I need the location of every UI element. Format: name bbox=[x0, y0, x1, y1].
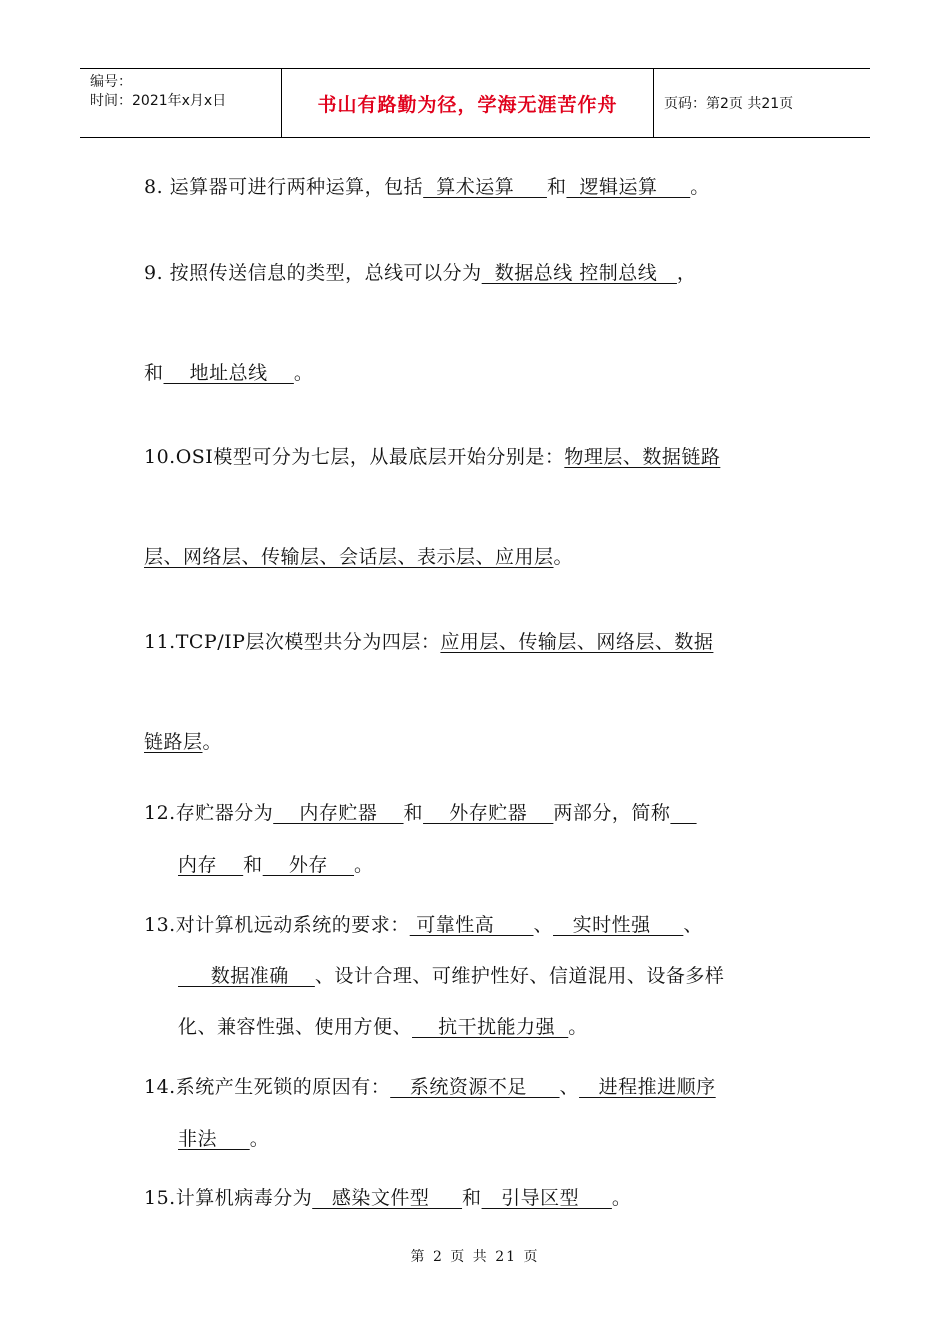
question-line bbox=[144, 1183, 631, 1210]
answer-blank: 地址总线 bbox=[163, 362, 294, 384]
question-text: 和 bbox=[144, 362, 164, 384]
answer-blank: 非法 bbox=[178, 1128, 250, 1150]
question-text: 、设计合理、可维护性好、信道混用、设备多样 bbox=[314, 965, 725, 987]
answer-blank: 外存贮器 bbox=[423, 802, 554, 824]
header-page-info: 页码：第2页 共21页 bbox=[664, 96, 794, 112]
answer-blank: 层、网络层、传输层、会话层、表示层、应用层 bbox=[144, 546, 554, 568]
answer-blank: 应用层、传输层、网络层、数据 bbox=[440, 631, 714, 653]
answer-blank: 物理层、数据链路 bbox=[564, 446, 721, 468]
answer-blank: 逻辑运算 bbox=[566, 176, 691, 198]
question-text: 。 bbox=[690, 176, 710, 198]
question-text: 两部分，简称 bbox=[553, 802, 671, 824]
question-text: 11.TCP/IP层次模型共分为四层： bbox=[144, 631, 441, 653]
question-line bbox=[144, 172, 710, 199]
question-line bbox=[178, 1012, 588, 1039]
answer-blank: 进程推进顺序 bbox=[579, 1076, 716, 1098]
question-text: 。 bbox=[553, 546, 574, 568]
question-text: 。 bbox=[354, 854, 374, 876]
time-label: 时间：2021年x月x日 bbox=[90, 93, 227, 109]
header-motto: 书山有路勤为径，学海无涯苦作舟 bbox=[282, 69, 654, 137]
question-text: 9. 按照传送信息的类型，总线可以分为 bbox=[144, 262, 482, 284]
answer-blank: 引导区型 bbox=[481, 1187, 612, 1209]
question-text: 。 bbox=[249, 1128, 270, 1150]
answer-blank: 数据总线 控制总线 bbox=[481, 262, 677, 284]
question-line bbox=[144, 258, 696, 285]
answer-blank: 内存贮器 bbox=[273, 802, 404, 824]
question-text: 15.计算机病毒分为 bbox=[144, 1187, 313, 1209]
question-text: 和 bbox=[403, 802, 424, 824]
question-line bbox=[144, 542, 573, 569]
page-header bbox=[80, 68, 870, 138]
question-line bbox=[178, 850, 374, 877]
question-text: 和 bbox=[243, 854, 263, 876]
answer-blank: 数据准确 bbox=[178, 965, 315, 987]
question-line bbox=[144, 910, 703, 937]
question-text: 8. 运算器可进行两种运算，包括 bbox=[144, 176, 424, 198]
number-label: 编号： bbox=[90, 74, 132, 90]
question-text: 10.OSI模型可分为七层，从最底层开始分别是： bbox=[144, 446, 565, 468]
answer-blank: 链路层 bbox=[144, 731, 203, 753]
question-text: 和 bbox=[546, 176, 567, 198]
question-text: 和 bbox=[462, 1187, 482, 1209]
question-text: 、 bbox=[683, 914, 703, 936]
question-text: 、 bbox=[559, 1076, 580, 1098]
question-line bbox=[144, 798, 697, 825]
question-text: 。 bbox=[202, 731, 223, 753]
question-text: 化、兼容性强、使用方便、 bbox=[178, 1016, 413, 1038]
question-text: ， bbox=[676, 262, 697, 284]
question-line bbox=[178, 1124, 269, 1151]
answer-blank bbox=[670, 802, 696, 824]
question-line bbox=[178, 961, 724, 988]
question-line bbox=[144, 442, 720, 469]
answer-blank: 内存 bbox=[178, 854, 244, 876]
question-text: 13.对计算机远动系统的要求： bbox=[144, 914, 410, 936]
question-line bbox=[144, 358, 313, 385]
question-text: 12.存贮器分为 bbox=[144, 802, 274, 824]
question-text: 。 bbox=[568, 1016, 588, 1038]
question-text: 、 bbox=[533, 914, 554, 936]
answer-blank: 系统资源不足 bbox=[390, 1076, 560, 1098]
answer-blank: 抗干扰能力强 bbox=[412, 1016, 569, 1038]
answer-blank: 算术运算 bbox=[423, 176, 547, 198]
question-text: 。 bbox=[293, 362, 314, 384]
question-text: 14.系统产生死锁的原因有： bbox=[144, 1076, 391, 1098]
answer-blank: 实时性强 bbox=[553, 914, 684, 936]
header-meta bbox=[80, 69, 282, 137]
answer-blank: 外存 bbox=[262, 854, 355, 876]
page-footer: 第 2 页 共 21 页 bbox=[410, 1249, 540, 1265]
answer-blank: 可靠性高 bbox=[409, 914, 534, 936]
question-text: 。 bbox=[611, 1187, 632, 1209]
answer-blank: 感染文件型 bbox=[312, 1187, 463, 1209]
question-line bbox=[144, 627, 713, 654]
question-line bbox=[144, 727, 222, 754]
question-line bbox=[144, 1072, 716, 1099]
